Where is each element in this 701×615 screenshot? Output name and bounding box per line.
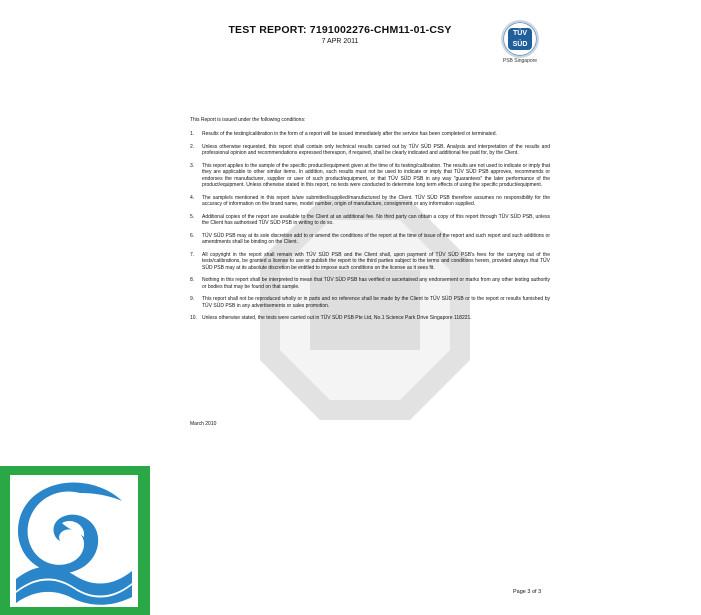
conditions-intro: This Report is issued under the following conditions:	[190, 117, 306, 123]
condition-number: 5.	[190, 213, 195, 220]
wave-icon	[10, 475, 138, 607]
condition-item	[190, 315, 550, 322]
report-title: TEST REPORT: 7191002276-CHM11-01-CSY	[228, 24, 452, 36]
condition-text: This report shall not be reproduced wholly or in parts and no reference shall be made by the Client to TÜV SÜD PSB or to the report or results furnished by TÜV SÜD PSB in any advertisements or sales promotion.	[202, 296, 550, 309]
condition-number: 9.	[190, 296, 195, 302]
logo-badge: TÜV SÜD	[508, 28, 532, 50]
condition-number: 6.	[190, 232, 195, 239]
condition-item	[190, 131, 550, 138]
condition-number: 8.	[190, 277, 195, 283]
logo-circle	[501, 20, 539, 58]
condition-number: 7.	[190, 251, 195, 258]
condition-item	[190, 214, 550, 227]
condition-text: Results of the testing/calibration in the form of a report will be issued immediately after the service has been completed or terminated.	[202, 131, 497, 137]
condition-text: Unless otherwise stated, the tests were carried out in TÜV SÜD PSB Pte Ltd, No.1 Science Park Drive Singapore 118221.	[202, 315, 472, 321]
condition-text: The sample/s mentioned in this report is/are submitted/supplied/manufactured by the Client. TÜV SÜD PSB therefore assumes no responsibility for the accuracy of information on the brand name, model number, origin of manufacture, consignment or any information supplied.	[202, 194, 550, 207]
condition-text: Nothing in this report shall be interpreted to mean that TÜV SÜD PSB has verified or ascertained any endorsement or marks from any other testing authority or bodies that may be found on that sample.	[202, 277, 550, 290]
condition-item	[190, 195, 550, 208]
condition-item	[190, 252, 550, 272]
condition-text: Unless otherwise requested, this report shall contain only technical results carried out by TÜV SÜD PSB. Analysis and interpretation of the results and professional opinion and recommendations expressed thereupon, if required, shall be clearly indicated and additional fee paid for, by the Client.	[202, 143, 550, 156]
logo-caption: PSB Singapore	[502, 58, 538, 64]
condition-number: 4.	[190, 194, 195, 201]
conditions-list	[190, 131, 550, 328]
condition-item	[190, 144, 550, 157]
condition-number: 10.	[190, 315, 197, 321]
condition-item	[190, 163, 550, 189]
condition-item	[190, 233, 550, 246]
condition-text: Additional copies of the report are available to the Client at an additional fee. No third party can obtain a copy of this report through TÜV SÜD PSB, unless the Client has authorised TÜV SÜD PSB in writing to do so.	[202, 213, 550, 226]
condition-number: 1.	[190, 131, 195, 137]
report-date: 7 APR 2011	[321, 38, 359, 45]
condition-number: 3.	[190, 162, 195, 169]
condition-text: TÜV SÜD PSB may at its sole discretion add to or amend the conditions of the report at the time of issue of the report and such report and such additions or amendments shall be binding on the Client.	[202, 232, 550, 245]
condition-number: 2.	[190, 143, 195, 150]
wave-logo	[0, 466, 150, 615]
condition-item	[190, 296, 550, 309]
condition-item	[190, 277, 550, 290]
page-number: Page 3 of 3	[513, 589, 542, 595]
footer-date: March 2010	[190, 421, 217, 427]
tuv-sud-logo	[497, 18, 543, 70]
wave-logo-background	[10, 475, 138, 607]
condition-text: This report applies to the sample of the specific product/equipment given at the time of its testing/calibration. The results are not used to indicate or imply that they are applicable to other similar items. In addition, such results must not be used to indicate or imply that TÜV SÜD PSB approves, recommends or endorses the manufacturer, supplier or user of such product/equipment, or that TÜV SÜD PSB in any way "guarantees" the later performance of the product/equipment. Unless otherwise stated in this report, no tests were conducted to determine long term effects of using the specific product/equipment.	[202, 162, 550, 188]
condition-text: All copyright in the report shall remain with TÜV SÜD PSB and the Client shall, upon payment of TÜV SÜD PSB's fees for the carrying out of the tests/calibrations, be granted a license to use or publish the report to the third parties subject to the terms and conditions herein, provided always that TÜV SÜD PSB may at its absolute discretion be entitled to impose such conditions on the license as it sees fit.	[202, 251, 550, 271]
